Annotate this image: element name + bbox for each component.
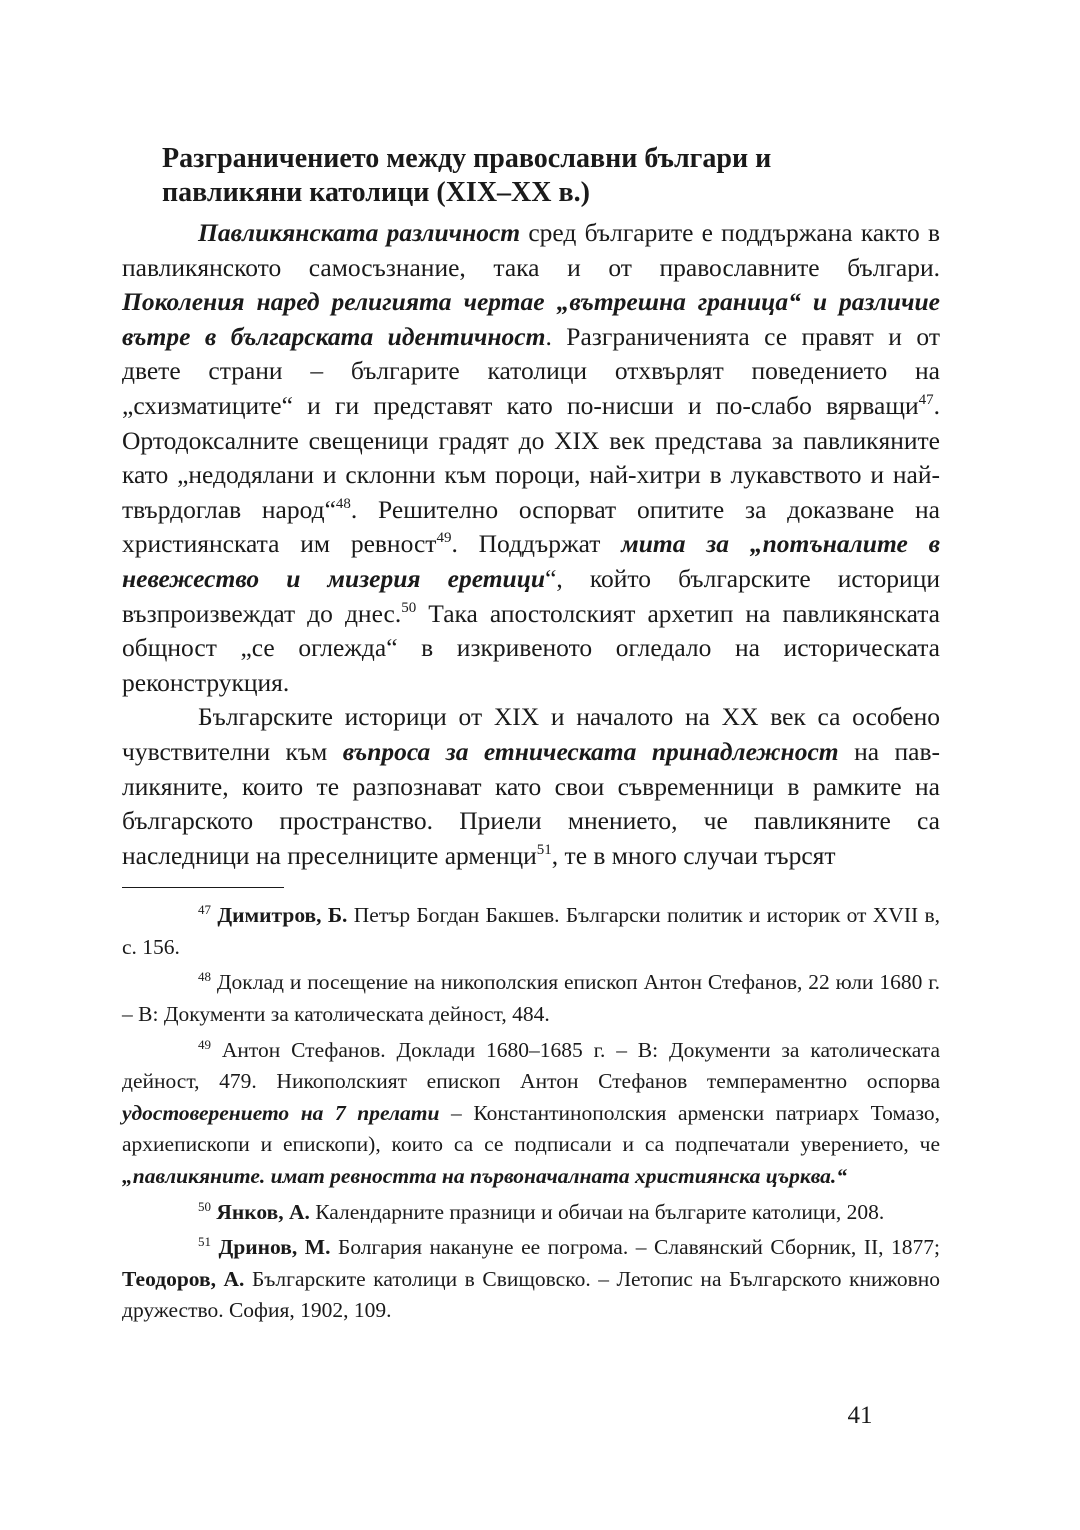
text: “, който българските историци възпроизвеждат до днес. (122, 563, 940, 628)
footnote-divider (122, 887, 284, 888)
footnote-48 (122, 967, 940, 1030)
paragraph-2 (122, 700, 940, 873)
footnote-text: Антон Стефанов. Доклади 1680–1685 г. – В: Документи за католическата дейност, 479. Никополският епископ Антон Стефанов темпераментно оспорва (122, 1037, 940, 1094)
footnote-ref-50[interactable]: 50 (401, 599, 417, 616)
footnote-author: Теодоров, А. (122, 1266, 245, 1291)
footnote-ref-51[interactable]: 51 (536, 841, 552, 858)
text: на павликяните, които те разпознават като свои съвременници в рамките на българското пространство. Приели мнението, че павликяните са наследници на преселниците арменци (122, 736, 940, 870)
footnote-text: Петър Богдан Бакшев. Български политик и историк от XVII в, с. 156. (122, 903, 940, 959)
text: Българските историци от XIX и началото на XX век са особено чувствителни към (122, 702, 940, 766)
footnote-emphasis: удостоверението на 7 прелати (122, 1100, 440, 1125)
footnote-47 (122, 900, 940, 963)
paragraph-1 (122, 216, 940, 700)
footnote-ref-47[interactable]: 47 (918, 391, 934, 408)
footnote-ref-49[interactable]: 49 (436, 530, 452, 547)
footnote-number: 51 (198, 1234, 211, 1250)
footnote-author: Дринов, М. (218, 1235, 331, 1260)
text: сред българите е поддържана както в павликянското самосъзнание, така и от православните българи. (122, 218, 940, 282)
page-number: 41 (847, 1402, 873, 1429)
footnote-number: 48 (198, 969, 211, 985)
text: Така апостолският архетип на павликянската общност „се оглежда“ в изкривеното огледало на историческата реконструкция. (122, 598, 940, 697)
footnote-number: 50 (198, 1198, 211, 1214)
footnote-51 (122, 1232, 940, 1327)
footnote-author: Димитров, Б. (217, 903, 348, 928)
footnote-50 (122, 1197, 940, 1229)
footnote-ref-48[interactable]: 48 (335, 495, 351, 512)
footnote-author: Янков, А. (216, 1199, 310, 1224)
footnote-49 (122, 1035, 940, 1193)
footnote-text: Българските католици в Свищовско. – Летопис на Българското книжовно дружество. София, 1902, 109. (122, 1266, 941, 1323)
text: . Ортодоксалните свещеници градят до XIX век представа за павликяните като „недодялани и склонни към пороци, най-хитри в лукавството и най-твърдоглав народ“ (122, 390, 940, 524)
emphasis: Поколения наред религията чертае „вътрешна граница“ и различие вътре в българската идентичност (122, 287, 940, 351)
footnote-text: Доклад и посещение на никополския епископ Антон Стефанов, 22 юли 1680 г. – В: Документи за католическата дейност, 484. (122, 970, 940, 1027)
page-body (122, 142, 940, 1327)
text: . Поддържат (451, 529, 622, 559)
footnote-text: – Константинополския арменски патриарх Томазо, архиепископи и епископи), които са се подписали и са подпечатали уверението, че (122, 1100, 941, 1157)
text: . Решително оспорват опитите за доказване на християнската им ревност (122, 494, 940, 559)
footnote-number: 47 (198, 902, 211, 918)
text: . Разграниченията се правят и от двете страни – българите католици отхвърлят поведението на „схизматиците“ и ги представят като по-нисши и по-слабо вярващи (122, 321, 940, 420)
emphasis: мита за „потъналите в невежество и мизерия еретици (122, 529, 940, 593)
emphasis: Павликянската различност (198, 218, 521, 247)
heading-line-1: Разграничението между православни българи и (162, 143, 772, 174)
footnote-text: Болгария накануне ее погрома. – Славянский Сборник, II, 1877; (330, 1235, 941, 1260)
footnote-emphasis: „павликяните. имат ревността на първоначалната християнска църква.“ (122, 1164, 848, 1189)
text: , те в много случаи търсят (551, 840, 836, 870)
emphasis: въпроса за етническата принадлежност (342, 736, 839, 766)
section-heading (162, 142, 940, 210)
heading-line-2: павликяни католици (XIX–XX в.) (162, 177, 590, 208)
footnote-number: 49 (198, 1036, 211, 1052)
footnote-text: Календарните празници и обичаи на българите католици, 208. (309, 1199, 885, 1224)
